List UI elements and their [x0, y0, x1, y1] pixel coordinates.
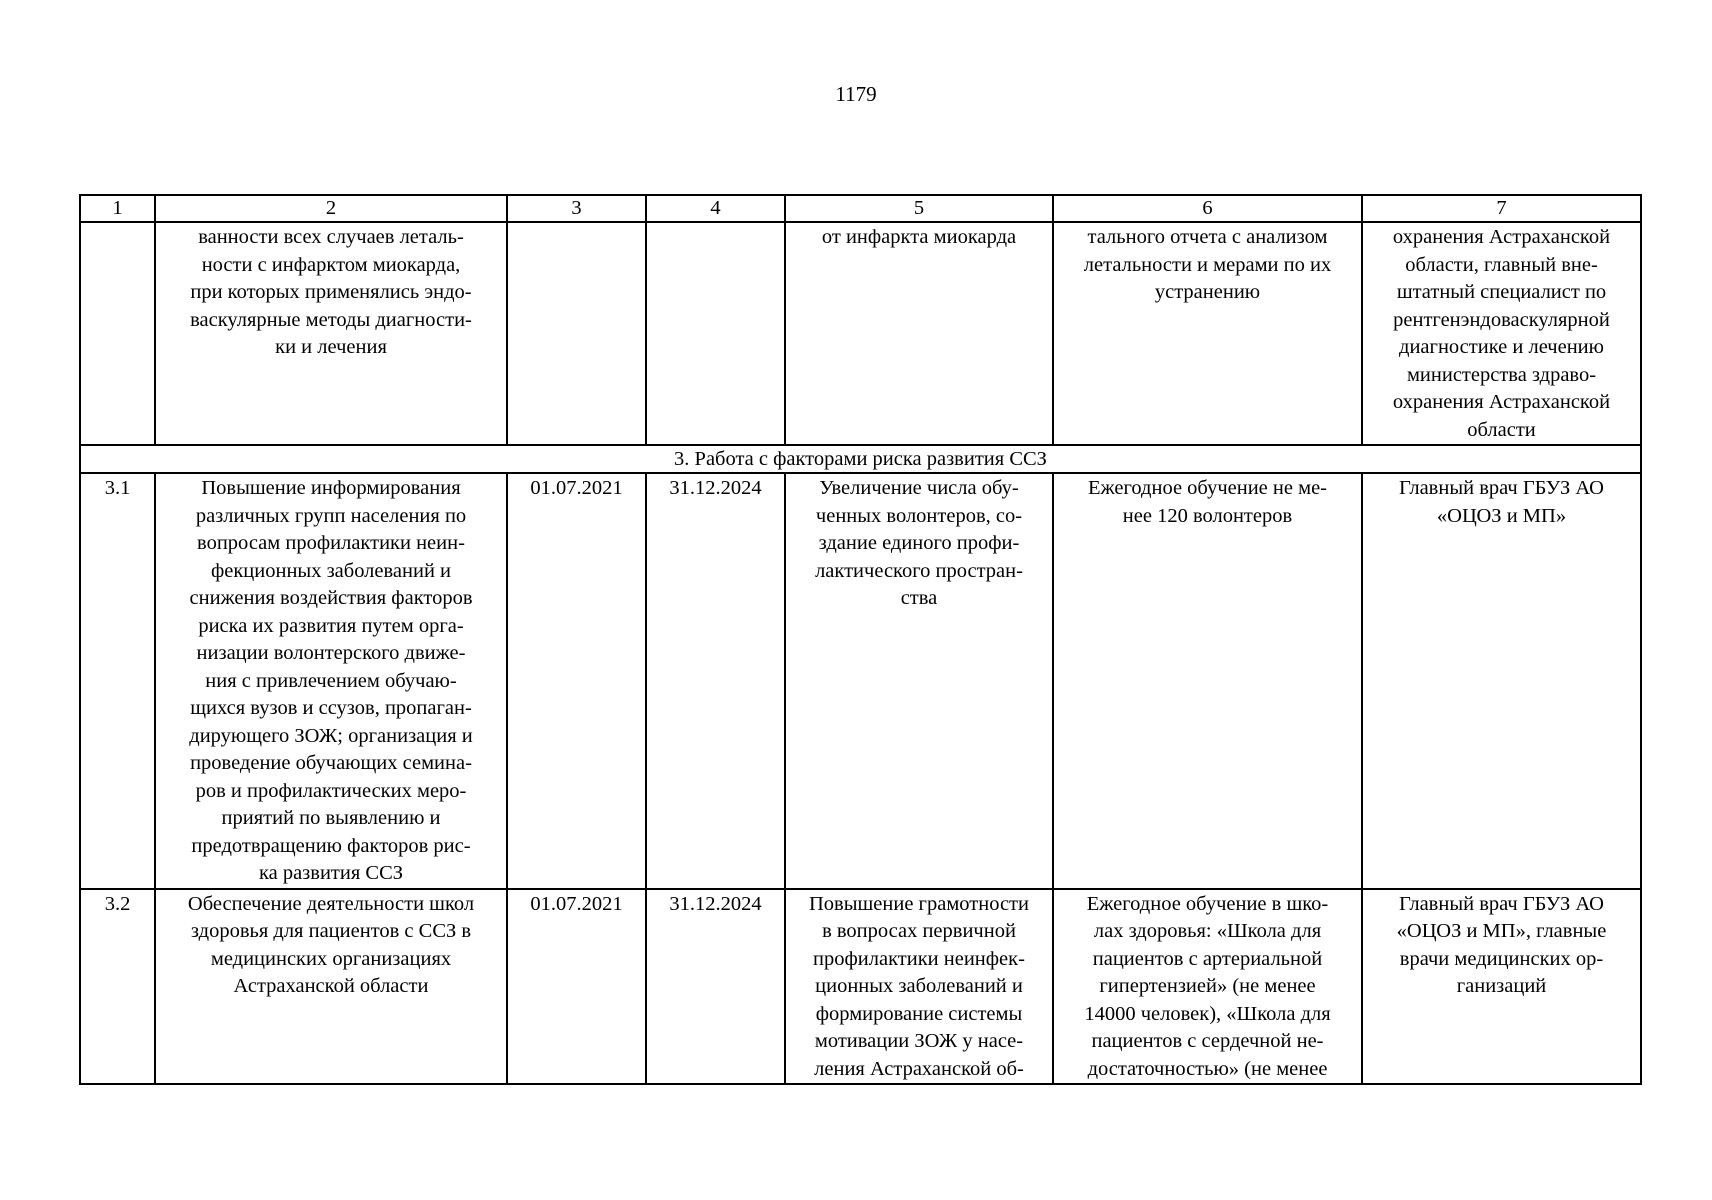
column-header-3: 3 [507, 195, 646, 222]
cell-start-date: 01.07.2021 [507, 473, 646, 889]
cell-responsible: охранения Астраханской области, главный вне- штатный специалист по рентгенэндоваскулярной диагностике и лечению министерства здраво- охранения Астраханской области [1362, 222, 1641, 445]
plan-table [79, 194, 1642, 1085]
column-header-5: 5 [785, 195, 1053, 222]
cell-end-date: 31.12.2024 [646, 473, 785, 889]
cell-end-date [646, 222, 785, 445]
section-header-row [80, 445, 1641, 473]
column-header-6: 6 [1053, 195, 1362, 222]
cell-number [80, 222, 155, 445]
table-row [80, 473, 1641, 889]
column-header-7: 7 [1362, 195, 1641, 222]
table-row [80, 889, 1641, 1085]
cell-result: от инфаркта миокарда [785, 222, 1053, 445]
cell-end-date: 31.12.2024 [646, 889, 785, 1085]
cell-responsible: Главный врач ГБУЗ АО «ОЦОЗ и МП», главные врачи медицинских ор- ганизаций [1362, 889, 1641, 1085]
cell-indicator: тального отчета с анализом летальности и мерами по их устранению [1053, 222, 1362, 445]
section-title: 3. Работа с факторами риска развития ССЗ [80, 445, 1641, 473]
column-header-1: 1 [80, 195, 155, 222]
cell-start-date: 01.07.2021 [507, 889, 646, 1085]
cell-result: Повышение грамотности в вопросах первичной профилактики неинфек- ционных заболеваний и формирование системы мотивации ЗОЖ у насе- ления Астраханской об- [785, 889, 1053, 1085]
cell-activity: Обеспечение деятельности школ здоровья для пациентов с ССЗ в медицинских организациях Астраханской области [155, 889, 507, 1085]
cell-result: Увеличение числа обу- ченных волонтеров, со- здание единого профи- лактического простран- ства [785, 473, 1053, 889]
cell-activity: ванности всех случаев леталь- ности с инфарктом миокарда, при которых применялись эндо- васкулярные методы диагности- ки и лечения [155, 222, 507, 445]
table-row-continuation [80, 222, 1641, 445]
cell-number: 3.2 [80, 889, 155, 1085]
column-header-4: 4 [646, 195, 785, 222]
cell-number: 3.1 [80, 473, 155, 889]
column-number-header-row [80, 195, 1641, 222]
column-header-2: 2 [155, 195, 507, 222]
page-number: 1179 [835, 82, 877, 106]
cell-indicator: Ежегодное обучение не ме- нее 120 волонтеров [1053, 473, 1362, 889]
cell-start-date [507, 222, 646, 445]
cell-indicator: Ежегодное обучение в шко- лах здоровья: «Школа для пациентов с артериальной гипертензией» (не менее 14000 человек), «Школа для пациентов с сердечной не- достаточностью» (не менее [1053, 889, 1362, 1085]
cell-activity: Повышение информирования различных групп населения по вопросам профилактики неин- фекционных заболеваний и снижения воздействия факторов риска их развития путем орга- низации волонтерского движе- ния с привлечением обучаю- щихся вузов и ссузов, пропаган- дирующего ЗОЖ; организация и проведение обучающих семина- ров и профилактических меро- приятий по выявлению и предотвращению факторов рис- ка развития ССЗ [155, 473, 507, 889]
cell-responsible: Главный врач ГБУЗ АО «ОЦОЗ и МП» [1362, 473, 1641, 889]
